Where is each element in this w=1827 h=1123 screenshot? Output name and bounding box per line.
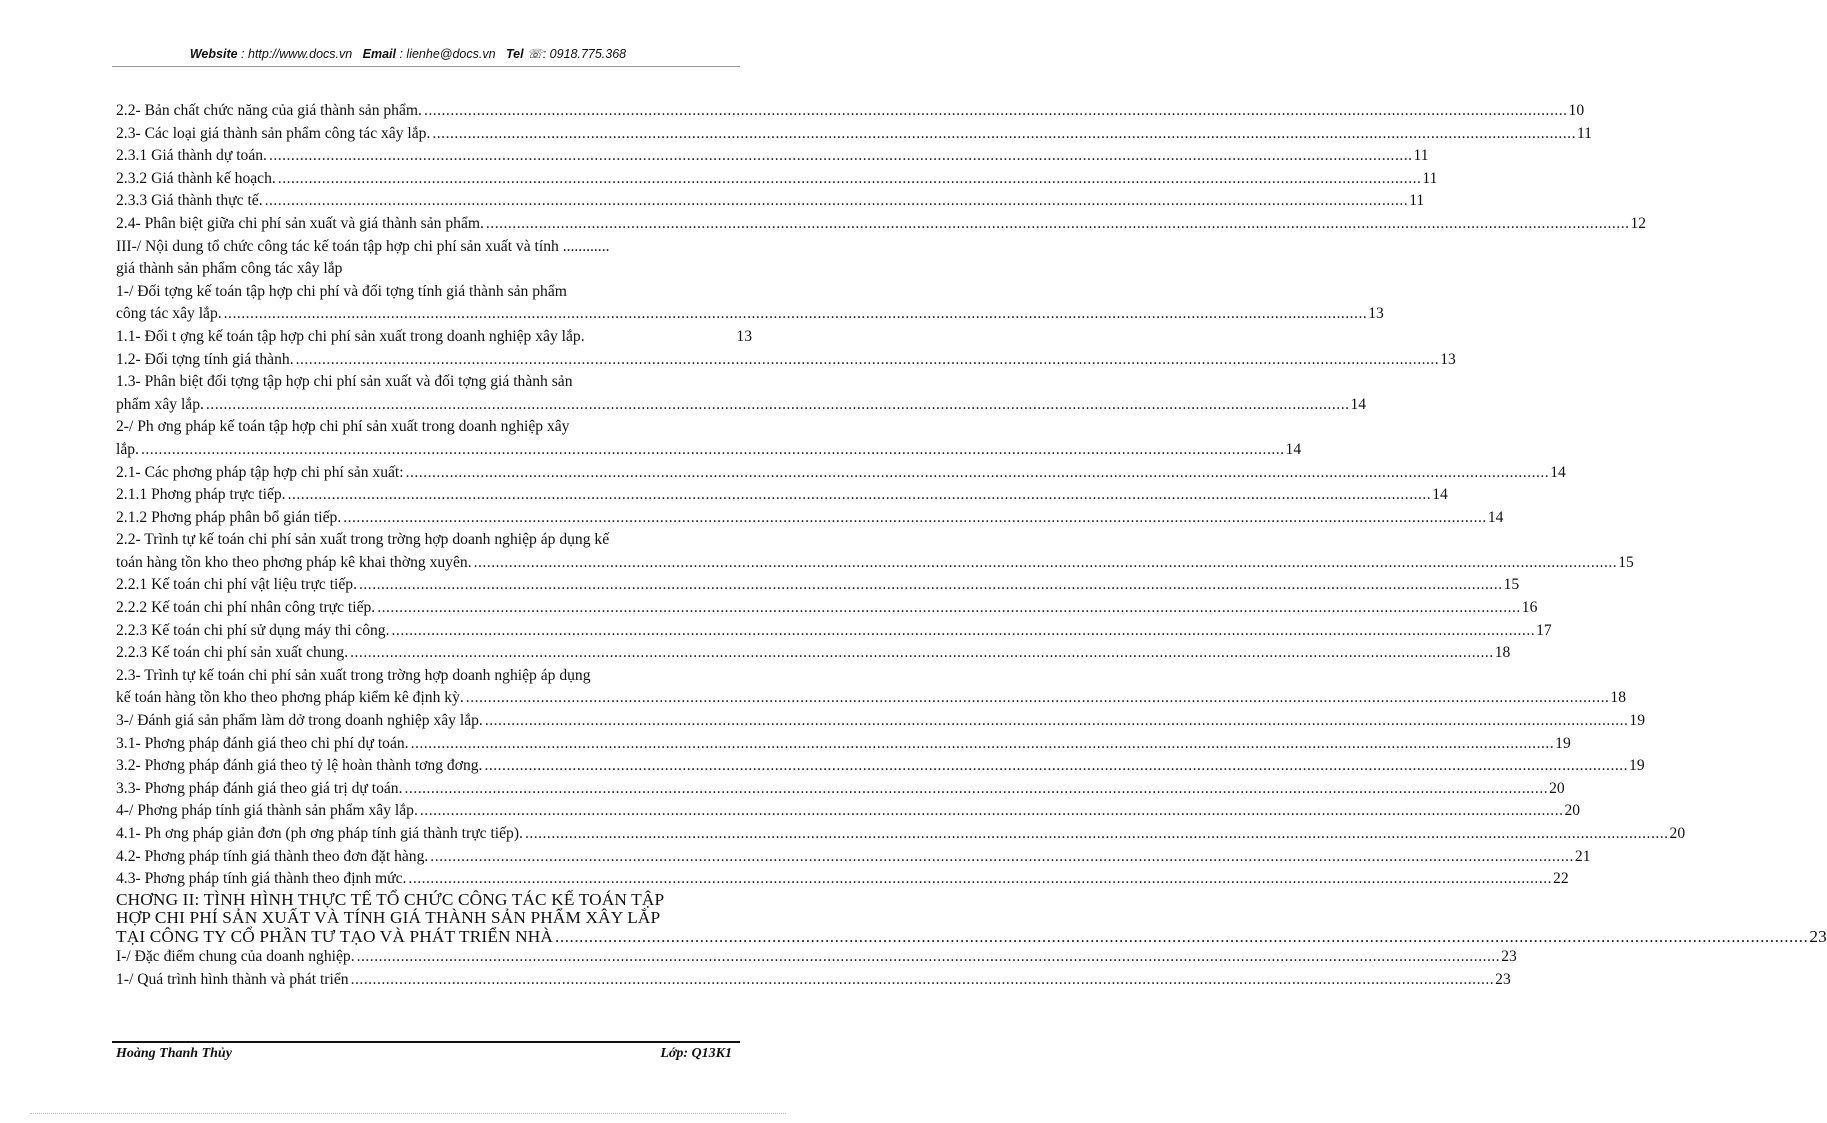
toc-leader-dots: .................................................................................................................................................................................................................................................................... — [473, 553, 1618, 571]
toc-leader-dots: .................................................................................................................................................................................................................................................................... — [359, 576, 1503, 594]
toc-page-number: 19 — [1555, 734, 1571, 752]
toc-page-number: 14 — [1550, 463, 1566, 481]
toc-entry — [116, 529, 1634, 574]
toc-leader-dots: .................................................................................................................................................................................................................................................................... — [408, 870, 1553, 888]
toc-entry — [116, 823, 1686, 846]
toc-entry — [116, 574, 1520, 597]
toc-entry-text: 4.2- Phơng pháp tính giá thành theo đơn đặt hàng. — [116, 847, 429, 865]
toc-page-number: 18 — [1494, 644, 1511, 662]
toc-page-number: 19 — [1629, 757, 1645, 775]
toc-entry-text: toán hàng tồn kho theo phơng pháp kê khai thờng xuyên. — [116, 553, 472, 571]
toc-leader-dots: .................................................................................................................................................................................................................................................................... — [277, 169, 1422, 187]
toc-entry — [116, 868, 1569, 891]
toc-entry-text: 2.2.2 Kế toán chi phí nhân công trực tiếp. — [116, 599, 376, 617]
toc-page-number: 14 — [1350, 395, 1367, 413]
toc-leader-dots: .................................................................................................................................................................................................................................................................... — [555, 926, 1809, 946]
email-value: : lienhe@docs.vn — [399, 47, 496, 61]
toc-entry — [116, 710, 1646, 733]
toc-leader-dots: .................................................................................................................................................................................................................................................................... — [350, 644, 1494, 662]
toc-entry — [116, 755, 1645, 778]
toc-entry — [116, 507, 1504, 530]
toc-page-number: 11 — [1409, 192, 1425, 210]
toc-entry-text: 2.3.2 Giá thành kế hoạch. — [116, 169, 276, 187]
toc-leader-dots: .................................................................................................................................................................................................................................................................... — [264, 192, 1409, 210]
toc-entry-text: 2.1.2 Phơng pháp phân bổ gián tiếp. — [116, 508, 342, 526]
toc-page-number: 16 — [1521, 599, 1538, 617]
toc-page-number: 23 — [1495, 970, 1511, 988]
table-of-contents — [116, 100, 1827, 991]
toc-entry — [116, 484, 1448, 507]
toc-entry-text: 1.1- Đối t ợng kế toán tập hợp chi phí sản xuất trong doanh nghiệp xây lắp. — [116, 327, 585, 345]
toc-entry — [116, 846, 1591, 869]
page-edge-divider — [30, 1113, 786, 1114]
footer-divider — [112, 1041, 740, 1043]
toc-entry-text: 2.3.1 Giá thành dự toán. — [116, 147, 267, 165]
toc-entry-text: 3.3- Phơng pháp đánh giá theo giá trị dự toán. — [116, 779, 403, 797]
toc-entry — [116, 123, 1592, 146]
toc-entry-text: 1-/ Đối tợng kế toán tập hợp chi phí và đối tợng tính giá thành sản phẩm — [116, 282, 567, 300]
toc-leader-dots: .................................................................................................................................................................................................................................................................... — [287, 486, 1432, 504]
toc-leader-dots: .................................................................................................................................................................................................................................................................... — [140, 440, 1285, 458]
toc-page-number: 15 — [1503, 576, 1520, 594]
toc-page-number: 21 — [1574, 847, 1591, 865]
toc-entry-text: giá thành sản phẩm công tác xây lắp — [116, 260, 343, 278]
toc-entry — [116, 665, 1626, 710]
toc-entry — [116, 969, 1511, 992]
toc-leader-dots: .................................................................................................................................................................................................................................................................... — [465, 689, 1610, 707]
toc-leader-dots: .................................................................................................................................................................................................................................................................... — [484, 757, 1629, 775]
toc-entry-text: 2.3- Các loại giá thành sản phẩm công tác xây lắp. — [116, 124, 431, 142]
toc-entry — [116, 620, 1552, 643]
toc-page-number: 14 — [1285, 440, 1302, 458]
toc-leader-dots: .................................................................................................................................................................................................................................................................... — [404, 779, 1549, 797]
toc-entry — [116, 778, 1565, 801]
toc-leader-dots: .................................................................................................................................................................................................................................................................... — [268, 147, 1413, 165]
toc-leader-dots: .................................................................................................................................................................................................................................................................... — [350, 970, 1495, 988]
toc-entry-text: 2.2.3 Kế toán chi phí sản xuất chung. — [116, 644, 349, 662]
toc-leader-dots: .................................................................................................................................................................................................................................................................... — [377, 599, 1521, 617]
toc-entry-text: 2.2.3 Kế toán chi phí sử dụng máy thi công. — [116, 621, 390, 639]
toc-entry-text: 2.2.1 Kế toán chi phí vật liệu trực tiếp. — [116, 576, 357, 594]
toc-entry-text: công tác xây lắp. — [116, 305, 222, 323]
toc-entry-text: 2.1.1 Phơng pháp trực tiếp. — [116, 486, 286, 504]
toc-entry-text: III-/ Nội dung tổ chức công tác kế toán tập hợp chi phí sản xuất và tính ............ — [116, 237, 610, 255]
header-divider — [112, 66, 740, 67]
tel-label: Tel — [505, 47, 524, 61]
page-header — [0, 46, 816, 61]
website-value: : http://www.docs.vn — [241, 47, 353, 61]
toc-leader-dots: .................................................................................................................................................................................................................................................................... — [419, 802, 1564, 820]
toc-leader-dots: .................................................................................................................................................................................................................................................................... — [484, 712, 1629, 730]
toc-page-number: 17 — [1536, 621, 1552, 639]
toc-entry — [116, 168, 1438, 191]
toc-page-number: 23 — [1501, 948, 1517, 966]
footer-author: Hoàng Thanh Thủy — [116, 1046, 232, 1061]
toc-entry — [116, 946, 1517, 969]
toc-entry-text: 4-/ Phơng pháp tính giá thành sản phẩm xây lắp. — [116, 802, 418, 820]
email-label: Email — [362, 47, 396, 61]
toc-entry — [116, 642, 1511, 665]
toc-leader-dots: .................................................................................................................................................................................................................................................................... — [430, 847, 1574, 865]
toc-leader-dots: .................................................................................................................................................................................................................................................................... — [410, 734, 1555, 752]
toc-entry — [116, 733, 1571, 756]
toc-page-number: 10 — [1568, 102, 1585, 119]
toc-entry — [116, 349, 1456, 372]
toc-leader-dots: .................................................................................................................................................................................................................................................................... — [223, 305, 1368, 323]
toc-entry-text: 4.1- Ph ơng pháp giản đơn (ph ơng pháp tính giá thành trực tiếp). — [116, 825, 523, 842]
toc-page-number: 11 — [1576, 124, 1592, 142]
toc-entry — [116, 800, 1581, 823]
toc-entry-text: 2.2- Bản chất chức năng của giá thành sản phẩm. — [116, 102, 422, 119]
toc-entry-text: TẠI CÔNG TY CỔ PHẦN TƯ TẠO VÀ PHÁT TRIỂN NHÀ — [116, 926, 554, 946]
toc-leader-dots: .................................................................................................................................................................................................................................................................... — [295, 350, 1440, 368]
toc-leader-dots: .................................................................................................................................................................................................................................................................... — [391, 621, 1536, 639]
toc-entry-text: 1.2- Đối tợng tính giá thành. — [116, 350, 294, 368]
toc-entry-text: 2.4- Phân biệt giữa chi phí sản xuất và giá thành sản phẩm. — [116, 214, 484, 232]
toc-entry-text: CHƠNG II: TÌNH HÌNH THỰC TẾ TỔ CHỨC CÔNG TÁC KẾ TOÁN TẬP — [116, 889, 665, 909]
toc-entry-text: 3.2- Phơng pháp đánh giá theo tỷ lệ hoàn thành tơng đơng. — [116, 757, 483, 775]
toc-page-number: 13 — [736, 327, 752, 345]
toc-entry-text: 3.1- Phơng pháp đánh giá theo chi phí dự toán. — [116, 734, 409, 752]
toc-leader-dots: .................................................................................................................................................................................................................................................................... — [343, 508, 1487, 526]
toc-page-number: 13 — [1368, 305, 1384, 323]
toc-page-number: 14 — [1487, 508, 1504, 526]
tel-value: : 0918.775.368 — [542, 47, 627, 61]
toc-page-number: 13 — [1440, 350, 1456, 368]
toc-entry-text: 2.3- Trình tự kế toán chi phí sản xuất trong trờng hợp doanh nghiệp áp dụng — [116, 666, 591, 684]
footer-class: Lớp: Q13K1 — [660, 1046, 732, 1061]
toc-page-number: 22 — [1553, 870, 1569, 888]
toc-entry — [116, 326, 752, 349]
toc-entry-text: 2.3.3 Giá thành thực tế. — [116, 192, 263, 210]
toc-leader-dots: .................................................................................................................................................................................................................................................................... — [423, 102, 1568, 119]
toc-entry-text: HỢP CHI PHÍ SẢN XUẤT VÀ TÍNH GIÁ THÀNH SẢN PHẨM XÂY LẮP — [116, 908, 661, 928]
toc-page-number: 14 — [1432, 486, 1448, 504]
toc-entry — [116, 236, 752, 281]
toc-entry — [116, 281, 1384, 326]
toc-entry-text: 2.1- Các phơng pháp tập hợp chi phí sản xuất: — [116, 463, 404, 481]
toc-leader-dots: .................................................................................................................................................................................................................................................................... — [405, 463, 1550, 481]
toc-entry-text: I-/ Đặc điểm chung của doanh nghiệp. — [116, 948, 355, 966]
toc-entry-text: kế toán hàng tồn kho theo phơng pháp kiểm kê định kỳ. — [116, 689, 464, 707]
toc-page-number: 20 — [1669, 825, 1686, 842]
toc-entry — [116, 371, 1367, 416]
toc-entry — [116, 462, 1566, 485]
toc-entry-text: 2-/ Ph ơng pháp kế toán tập hợp chi phí sản xuất trong doanh nghiệp xây — [116, 418, 570, 436]
toc-page-number: 19 — [1629, 712, 1646, 730]
toc-entry — [116, 145, 1429, 168]
toc-page-number: 20 — [1549, 779, 1565, 797]
toc-page-number: 23 — [1809, 926, 1827, 946]
toc-entry — [116, 597, 1538, 620]
toc-entry — [116, 416, 1302, 461]
phone-icon: ☏ — [527, 47, 543, 61]
toc-leader-dots: .................................................................................................................................................................................................................................................................... — [356, 948, 1501, 966]
toc-leader-dots: .................................................................................................................................................................................................................................................................... — [485, 214, 1630, 232]
toc-entry-text: 2.2- Trình tự kế toán chi phí sản xuất trong trờng hợp doanh nghiệp áp dụng kế — [116, 531, 610, 549]
toc-entry — [116, 190, 1425, 213]
toc-page-number: 20 — [1564, 802, 1581, 820]
toc-entry-text: phẩm xây lắp. — [116, 395, 204, 413]
toc-leader-dots: .................................................................................................................................................................................................................................................................... — [205, 395, 1350, 413]
toc-entry-text: 4.3- Phơng pháp tính giá thành theo định mức. — [116, 870, 407, 888]
toc-leader-dots: .................................................................................................................................................................................................................................................................... — [432, 124, 1576, 142]
toc-page-number: 11 — [1413, 147, 1429, 165]
toc-entry-text: lắp. — [116, 440, 139, 458]
toc-entry — [116, 100, 1585, 123]
toc-entry-text: 1-/ Quá trình hình thành và phát triển — [116, 970, 349, 988]
toc-entry — [116, 213, 1647, 236]
website-label: Website — [189, 47, 238, 61]
toc-entry-text: 3-/ Đánh giá sản phẩm làm dở trong doanh nghiệp xây lắp. — [116, 712, 483, 730]
toc-chapter-heading — [116, 889, 1827, 947]
toc-page-number: 15 — [1618, 553, 1634, 571]
toc-page-number: 11 — [1422, 169, 1438, 187]
toc-page-number: 18 — [1610, 689, 1626, 707]
toc-leader-dots: .................................................................................................................................................................................................................................................................... — [524, 825, 1669, 842]
toc-page-number: 12 — [1630, 214, 1647, 232]
toc-entry-text: 1.3- Phân biệt đối tợng tập hợp chi phí sản xuất và đối tợng giá thành sản — [116, 373, 573, 391]
